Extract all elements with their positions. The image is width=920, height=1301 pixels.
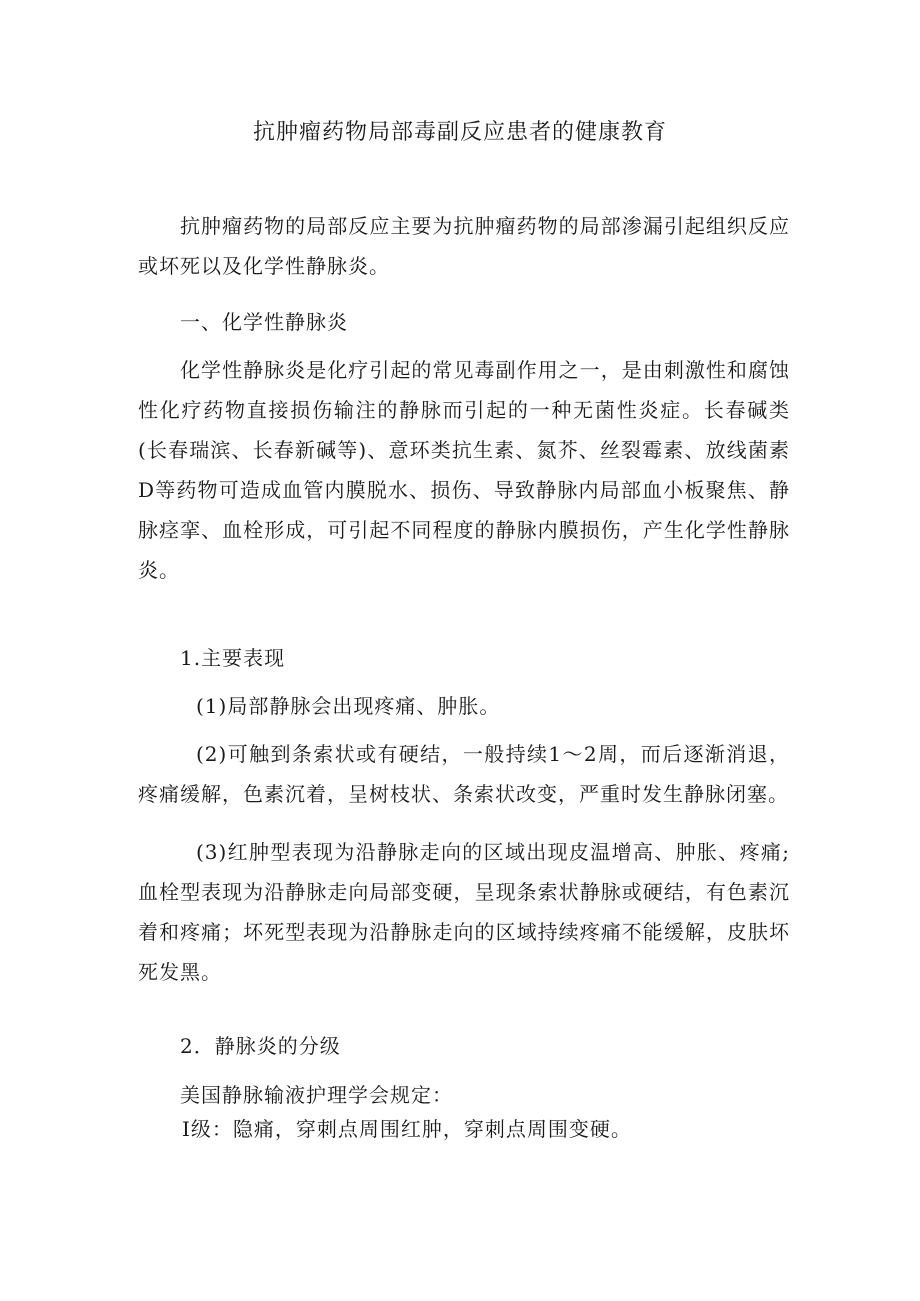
subheading-phlebitis-grading: 2．静脉炎的分级 <box>180 1034 341 1058</box>
chemical-phlebitis-paragraph: 化学性静脉炎是化疗引起的常见毒副作用之一，是由刺激性和腐蚀性化疗药物直接损伤输注的静脉而引起的一种无菌性炎症。长春碱类(长春瑞滨、长春新碱等)、意环类抗生素、氮芥、丝裂霉素、放线菌素D等药物可造成血管内膜脱水、损伤、导致静脉内局部血小板聚焦、静脉痉挛、血栓形成，可引起不同程度的静脉内膜损伤，产生化学性静脉炎。 <box>138 358 790 582</box>
manifestation-item-3: (3)红肿型表现为沿静脉走向的区域出现皮温增高、肿胀、疼痛;血栓型表现为沿静脉走向局部变硬，呈现条索状静脉或硬结，有色素沉着和疼痛；坏死型表现为沿静脉走向的区域持续疼痛不能缓解，皮肤坏死发黑。 <box>138 840 790 984</box>
document-title: 抗肿瘤药物局部毒副反应患者的健康教育 <box>252 120 667 145</box>
manifestation-item-1: (1)局部静脉会出现疼痛、肿胀。 <box>196 694 501 718</box>
grading-standard-intro: 美国静脉输液护理学会规定： <box>180 1083 453 1107</box>
intro-paragraph: 抗肿瘤药物的局部反应主要为抗肿瘤药物的局部渗漏引起组织反应或坏死以及化学性静脉炎。 <box>138 214 790 278</box>
section-heading-chemical-phlebitis: 一、化学性静脉炎 <box>180 310 348 334</box>
manifestation-item-2: (2)可触到条索状或有硬结，一般持续1～2周，而后逐渐消退，疼痛缓解，色素沉着，呈树枝状、条索状改变，严重时发生静脉闭塞。 <box>138 742 790 806</box>
grade-1-description: Ⅰ级：隐痛，穿刺点周围红肿，穿刺点周围变硬。 <box>182 1117 632 1141</box>
subheading-main-manifestations: 1.主要表现 <box>180 646 286 670</box>
